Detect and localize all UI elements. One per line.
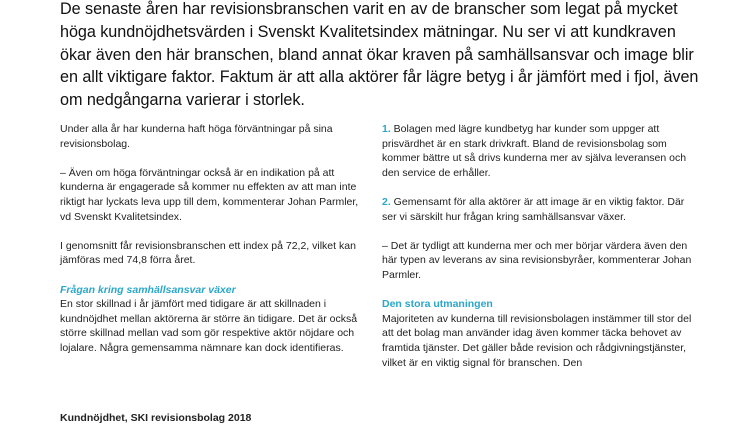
point-2-text: Gemensamt för alla aktörer är att image är en viktig faktor. Där ser vi särskilt hur frågan kring samhällsansvar växer. [382,195,685,223]
majority-paragraph: Majoriteten av kunderna till revisionsbolagen instämmer till stor del att det bolag man använder idag även kommer täcka behovet av framtida tjänster. Det gäller både revision och rådgivningstjänster, vilket är en viktig signal för branschen. Den [382,312,692,369]
right-column [382,122,692,370]
intro-paragraph: Under alla år har kunderna haft höga förväntningar på sina revisionsbolag. [60,123,333,150]
lead-paragraph: De senaste åren har revisionsbranschen varit en av de branscher som legat på mycket höga kundnöjdhetsvärden i Svenskt Kvalitetsindex mätningar. Nu ser vi att kundkraven ökar även den här branschen, bland annat ökar kraven på samhällsansvar och image blir en allt viktigare faktor. Faktum är att alla aktörer får lägre betyg i år jämfört med i fjol, även om nedgångarna varierar i storlek. [60,0,699,110]
footer-caption: Kundnöjdhet, SKI revisionsbolag 2018 [60,412,252,424]
comment-paragraph: – Det är tydligt att kunderna mer och mer börjar värdera även den här typen av leverans av sina revisionsbyråer, kommenterar Johan Parmler. [382,239,692,281]
point-1-paragraph [382,122,692,180]
left-column [60,122,368,356]
point-2-paragraph [382,195,692,224]
quote-paragraph: – Även om höga förväntningar också är en indikation på att kunderna är engagerade så kommer nu effekten av att man inte riktigt har lyckats leva upp till dem, kommenterar Johan Parmler, vd Svenskt Kvalitetsindex. [60,166,359,223]
section-heading-utmaningen: Den stora utmaningen [382,298,493,311]
point-1-number: 1. [382,123,391,135]
index-paragraph: I genomsnitt får revisionsbranschen ett index på 72,2, vilket kan jämföras med 74,8 förra året. [60,239,356,267]
point-1-text: Bolagen med lägre kundbetyg har kunder som uppger att prisvärdhet är en stark drivkraft. Bland de revisionsbolag som kommer bättre ut så drivs kunderna mer av själva leveransen och den service de erhåller. [382,123,687,179]
point-2-number: 2. [382,195,391,208]
section-heading-samhallsansvar: Frågan kring samhällsansvar växer [60,283,236,296]
difference-paragraph: En stor skillnad i år jämfört med tidigare är att skillnaden i kundnöjdhet mellan aktörerna är större än tidigare. Det är också större skillnad mellan vad som gör respektive aktör nöjdare och lojalare. Några gemensamma nämnare kan dock identifieras. [60,298,358,354]
